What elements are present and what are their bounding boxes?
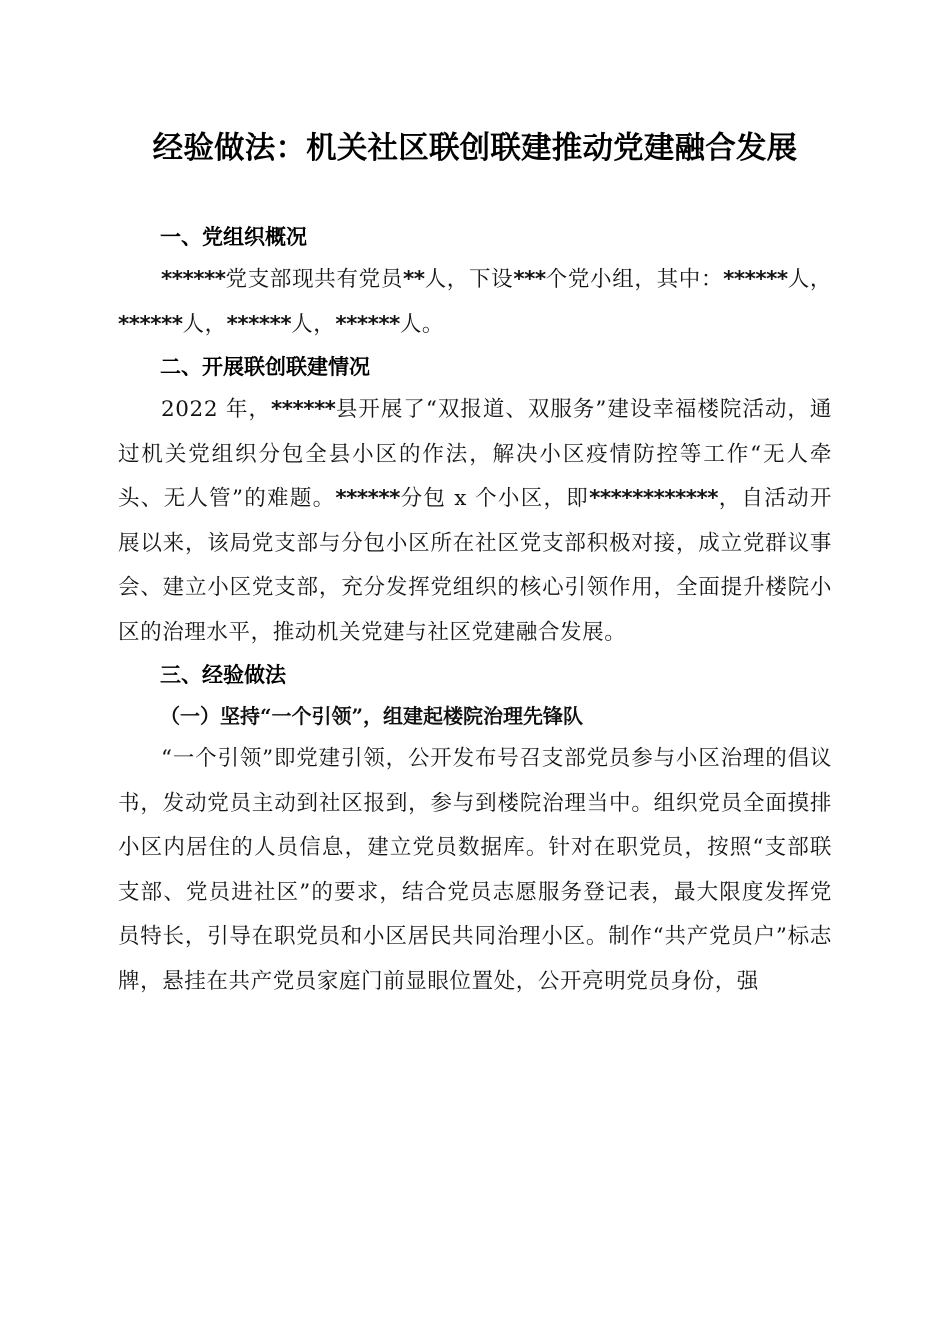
redacted-text: ****** [723, 267, 788, 292]
redacted-text: ************ [589, 486, 719, 511]
section-heading-3: 三、经验做法 [160, 663, 286, 687]
redacted-text: ** [403, 267, 425, 292]
section-1-paragraph-1: ******党支部现共有党员**人，下设***个党小组，其中：******人，******人，******人，******人。 [118, 267, 832, 337]
subsection-3-1-paragraph-1: “一个引领”即党建引领，公开发布号召支部党员参与小区治理的倡议书，发动党员主动到社区报到，参与到楼院治理当中。组织党员全面摸排小区内居住的人员信息，建立党员数据库。针对在职党员，按照“支部联支部、党员进社区”的要求，结合党员志愿服务登记表，最大限度发挥党员特长，引导在职党员和小区居民共同治理小区。制作“共产党员户”标志牌，悬挂在共产党员家庭门前显眼位置处，公开亮明党员身份，强 [118, 746, 832, 994]
redacted-text: ****** [335, 311, 400, 337]
subsection-heading-3-1: （一）坚持“一个引领”，组建起楼院治理先锋队 [160, 704, 584, 728]
section-2-paragraph-1: 2022 年，******县开展了“双报道、双服务”建设幸福楼院活动，通过机关党组织分包全县小区的作法，解决小区疫情防控等工作“无人牵头、无人管”的难题。******分包 x 个小区，即************，自活动开展以来，该局党支部与分包小区所在社区党支部积极对接，成立党群议事会、建立小区党支部，充分发挥党组织的核心引领作用，全面提升楼院小区的治理水平，推动机关党建与社区党建融合发展。 [118, 397, 832, 645]
redacted-text: ****** [118, 311, 183, 337]
redacted-text: ****** [335, 486, 400, 511]
redacted-text: ****** [270, 397, 336, 422]
title-spacer [118, 171, 832, 217]
section-heading-2: 二、开展联创联建情况 [160, 355, 370, 379]
redacted-text: *** [513, 267, 546, 292]
redacted-text: ****** [161, 267, 226, 292]
section-heading-1: 一、党组织概况 [160, 225, 307, 249]
page-title: 经验做法：机关社区联创联建推动党建融合发展 [152, 131, 798, 166]
redacted-text: ****** [226, 311, 292, 337]
